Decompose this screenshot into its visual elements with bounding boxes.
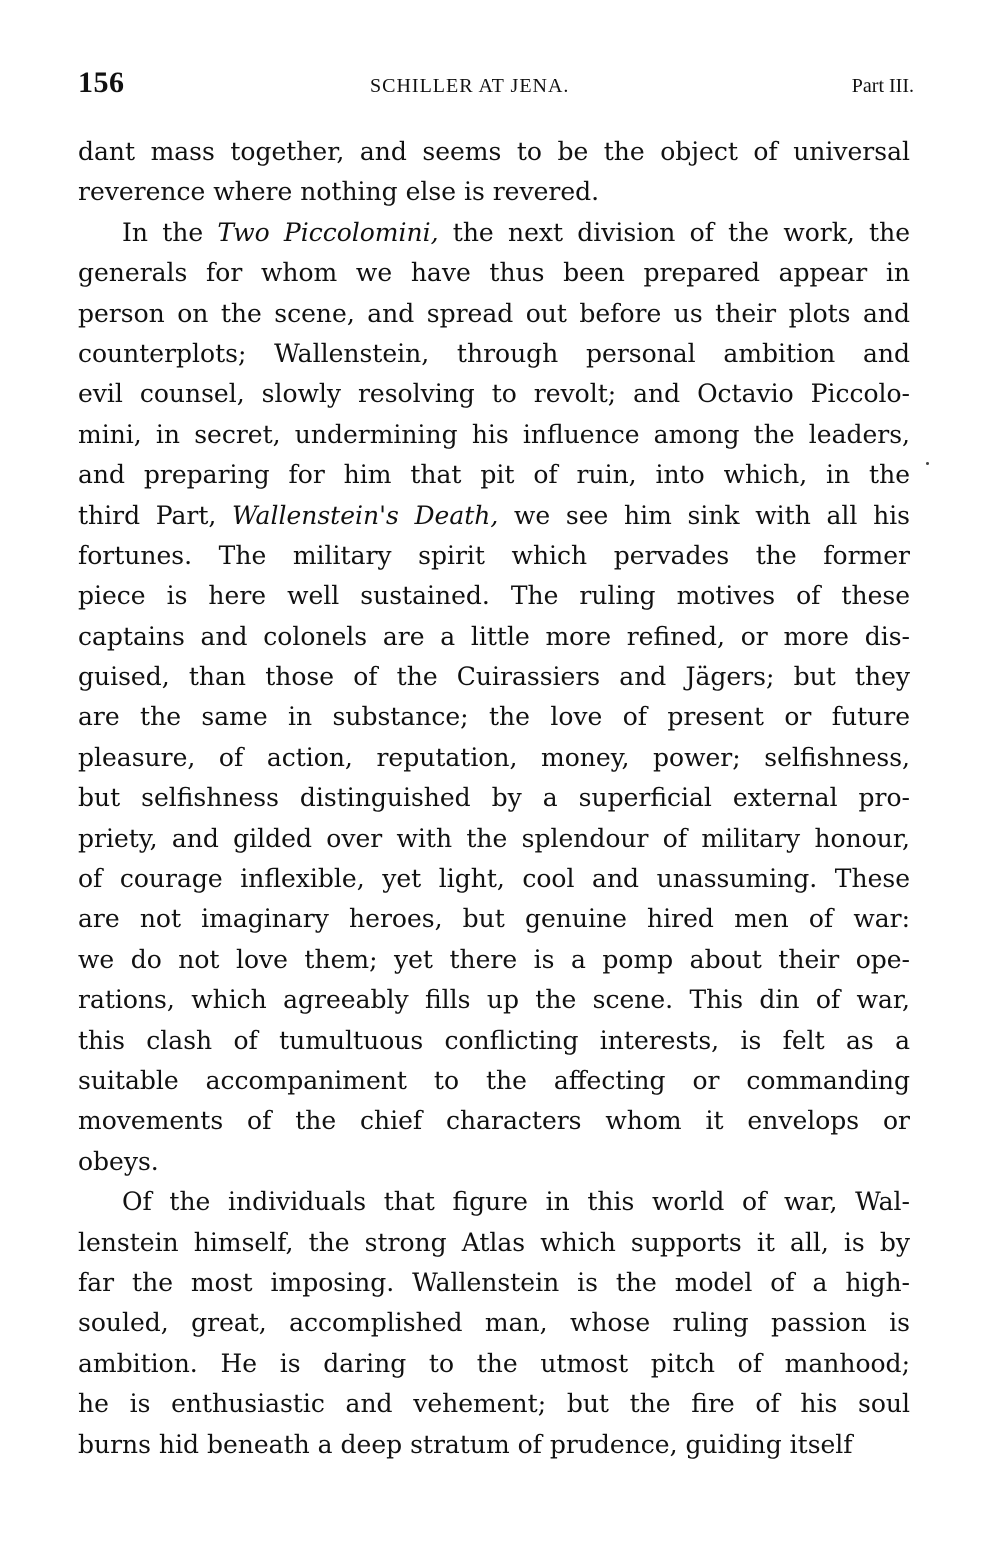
italic-title: Two Piccolomini,: [217, 217, 439, 247]
text-segment: but selfishness distinguished by a superficial external pro-: [78, 783, 910, 813]
print-speck: [926, 462, 929, 465]
text-segment: evil counsel, slowly resolving to revolt; and Octavio Piccolo-: [78, 379, 910, 409]
text-line: [78, 980, 910, 1020]
text-segment: souled, great, accomplished man, whose ruling passion is: [78, 1308, 910, 1338]
text-line: [78, 1384, 910, 1424]
text-segment: priety, and gilded over with the splendour of military honour,: [78, 823, 910, 853]
text-line: [78, 1142, 910, 1182]
text-segment: we do not love them; yet there is a pomp about their ope-: [78, 944, 910, 974]
text-line: [78, 536, 910, 576]
running-title: SCHILLER AT JENA.: [370, 75, 570, 97]
text-segment: rations, which agreeably fills up the scene. This din of war,: [78, 985, 910, 1015]
text-line: [78, 1182, 910, 1222]
text-segment: we see him sink with all his: [498, 500, 911, 530]
text-segment: guised, than those of the Cuirassiers and Jägers; but they: [78, 662, 910, 692]
text-segment: generals for whom we have thus been prepared appear in: [78, 258, 910, 288]
text-segment: fortunes. The military spirit which pervades the former: [78, 540, 910, 570]
text-segment: lenstein himself, the strong Atlas which supports it all, is by: [78, 1227, 910, 1257]
text-line: [78, 859, 910, 899]
text-segment: are not imaginary heroes, but genuine hired men of war:: [78, 904, 910, 934]
text-line: [78, 253, 910, 293]
text-segment: pleasure, of action, reputation, money, power; selfishness,: [78, 742, 910, 772]
text-line: [78, 1425, 910, 1465]
text-segment: far the most imposing. Wallenstein is the model of a high-: [78, 1267, 910, 1297]
text-segment: captains and colonels are a little more refined, or more dis-: [78, 621, 910, 651]
text-line: [78, 294, 910, 334]
page-header: [78, 66, 914, 106]
text-line: [78, 576, 910, 616]
italic-title: Wallenstein's Death,: [232, 500, 499, 530]
text-segment: ambition. He is daring to the utmost pitch of manhood;: [78, 1348, 910, 1378]
paragraph: [78, 132, 910, 213]
text-line: [78, 697, 910, 737]
text-line: [78, 1021, 910, 1061]
text-line: [78, 1223, 910, 1263]
paragraph: [78, 1182, 910, 1465]
text-line: [78, 657, 910, 697]
text-line: [78, 496, 910, 536]
text-line: [78, 940, 910, 980]
text-line: [78, 132, 910, 172]
text-line: [78, 334, 910, 374]
text-line: [78, 455, 910, 495]
text-line: [78, 617, 910, 657]
text-segment: dant mass together, and seems to be the object of universal: [78, 137, 910, 166]
text-segment: this clash of tumultuous conflicting interests, is felt as a: [78, 1025, 910, 1055]
text-segment: reverence where nothing else is revered.: [78, 177, 600, 207]
text-line: [78, 738, 910, 778]
text-segment: third Part,: [78, 500, 233, 530]
text-segment: Of the individuals that figure in this world of war, Wal-: [122, 1187, 910, 1217]
text-segment: mini, in secret, undermining his influence among the leaders,: [78, 419, 910, 449]
text-segment: burns hid beneath a deep stratum of prudence, guiding itself: [78, 1429, 853, 1459]
text-segment: he is enthusiastic and vehement; but the fire of his soul: [78, 1389, 910, 1419]
text-line: [78, 213, 910, 253]
page-number: 156: [78, 66, 125, 99]
text-segment: of courage inflexible, yet light, cool and unassuming. These: [78, 864, 910, 894]
text-segment: and preparing for him that pit of ruin, into which, in the: [78, 460, 910, 490]
body-text: [78, 132, 910, 1465]
text-line: [78, 899, 910, 939]
text-line: [78, 1101, 910, 1141]
text-line: [78, 1344, 910, 1384]
text-segment: the next division of the work, the: [438, 217, 910, 247]
text-line: [78, 1061, 910, 1101]
text-segment: movements of the chief characters whom it envelops or: [78, 1106, 910, 1136]
text-line: [78, 778, 910, 818]
text-segment: person on the scene, and spread out before us their plots and: [78, 298, 910, 328]
text-line: [78, 374, 910, 414]
text-line: [78, 415, 910, 455]
text-segment: In the: [122, 217, 218, 247]
text-line: [78, 819, 910, 859]
paragraph: [78, 213, 910, 1182]
text-segment: piece is here well sustained. The ruling motives of these: [78, 581, 910, 611]
text-line: [78, 1303, 910, 1343]
text-segment: obeys.: [78, 1146, 159, 1176]
text-segment: suitable accompaniment to the affecting or commanding: [78, 1065, 910, 1095]
text-segment: are the same in substance; the love of present or future: [78, 702, 910, 732]
text-line: [78, 1263, 910, 1303]
text-line: [78, 172, 910, 212]
text-segment: counterplots; Wallenstein, through personal ambition and: [78, 338, 910, 368]
part-label: Part III.: [851, 75, 914, 97]
